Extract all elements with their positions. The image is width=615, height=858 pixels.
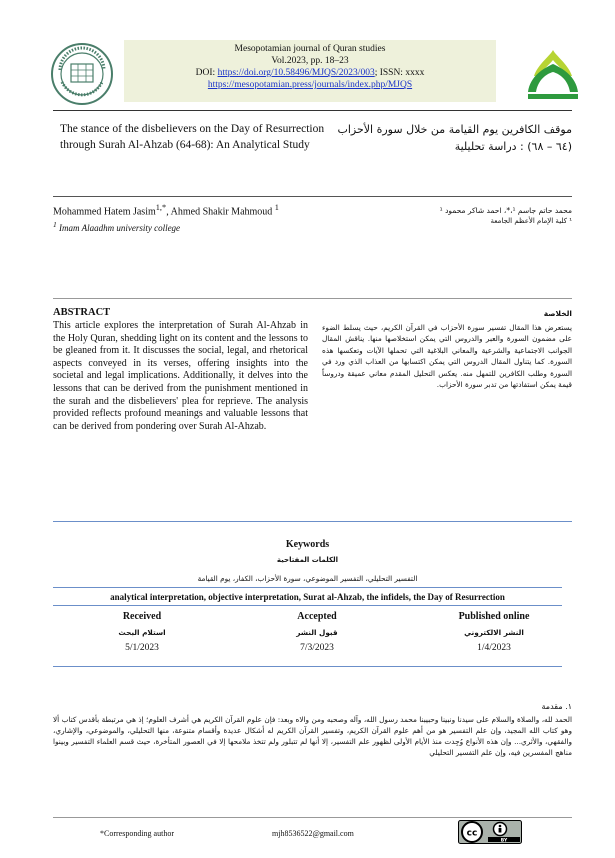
intro-text: الحمد لله، والصلاة والسلام على سيدنا ونبينا وحبيبنا محمد رسول الله، وآله وصحبه ومن والاه وبعد: فإن علوم القرآن الكريم هي أشرف العلوم؛ إذ هي مرتبطة بأقدس كتاب ألا وهو كتاب الله المجيد، وإن علم التفسير هو من أهم علوم القرآن الكريم، وتفسير القرآن الكريم له أشكال عديدة وأقسام متنوعة، منها التحليلي، والموضوعي، والإشاري، والفقهي، والأثري... وإن هذه الأنواع وُجِدت منذ الأيام الأولى لظهور علم التفسير، إلا أنها لم تتبلور ولم تتخذ ملامحها إلا في العصور المتأخرة، حيث قسم العلماء التفسير وبينوا مناهج المفسرين فيه، وإن علم التفسير التحليلي (53, 715, 572, 757)
date-published (409, 611, 579, 653)
license-cc-text: cc (466, 828, 478, 839)
authors-arabic: محمد حاتم جاسم ¹،*، احمد شاكر محمود ¹ (439, 206, 572, 215)
date-label-arabic: قبول النشر (296, 628, 338, 637)
doi-label: DOI: (195, 68, 218, 78)
author-1-sup: 1,* (155, 203, 167, 212)
abstract-arabic-heading: الخلاصة (543, 309, 572, 318)
title-rule (53, 196, 572, 197)
journal-banner (124, 40, 496, 102)
affiliation-text: Imam Alaadhm university college (56, 223, 181, 233)
keywords-rule (53, 587, 562, 588)
abstract-bottom-rule (53, 521, 572, 522)
keywords-arabic: التفسير التحليلي، التفسير الموضوعي، سورة الأحزاب، الكفار، يوم القيامة (197, 574, 418, 583)
abstract-english: This article explores the interpretation of Surah Al-Ahzab in the Holy Quran, shedding light on its content and the lessons to be gleaned from it. It discusses the social, legal, and rhetorical aspects conveyed in its verses, offering insights into the societal and legal implications. Additionally, it delves into the lessons that can be derived from the punishment mentioned in the surah and the disbelievers' plea for reprieve. The analysis provided reflects profound meanings and valuable lessons that can be derived from pondering over Surah Al-Ahzab. (53, 320, 308, 432)
keywords-arabic-heading: الكلمات المفتاحية (276, 556, 339, 564)
date-label: Accepted (297, 611, 337, 622)
affiliation-sup: 1 (53, 220, 57, 229)
journal-url-line (124, 79, 496, 91)
dates-top-rule (53, 605, 562, 606)
date-value: 7/3/2023 (300, 643, 334, 653)
journal-name: Mesopotamian journal of Quran studies (234, 44, 386, 54)
author-2-name: , Ahmed Shakir Mahmoud (166, 206, 275, 218)
journal-logo (524, 48, 582, 104)
issn-text: ; ISSN: xxxx (374, 68, 425, 78)
date-accepted (232, 611, 402, 653)
date-label-arabic: النشر الالكتروني (464, 628, 524, 637)
date-label: Received (122, 611, 162, 622)
date-value: 1/4/2023 (477, 643, 511, 653)
date-label-arabic: استلام البحث (118, 628, 166, 637)
keywords-english: analytical interpretation, objective interpretation, Surat al-Ahzab, the infidels, the Day of Resurrection (110, 592, 505, 602)
cc-by-license-badge[interactable] (458, 820, 522, 844)
doi-link[interactable]: https://doi.org/10.58496/MJQS/2023/003 (217, 68, 375, 78)
title-english: The stance of the disbelievers on the Day of Resurrection through Surah Al-Ahzab (64-68): An Analytical Study (60, 123, 325, 151)
journal-volume: Vol.2023, pp. 18–23 (271, 56, 349, 66)
corresponding-author: *Corresponding author (100, 829, 174, 838)
dates-bottom-rule (53, 666, 562, 667)
journal-url-link[interactable]: https://mesopotamian.press/journals/index.php/MJQS (207, 80, 413, 90)
abstract-heading: ABSTRACT (53, 307, 111, 318)
date-label: Published online (458, 611, 530, 622)
date-received (57, 611, 227, 653)
abstract-arabic: يستعرض هذا المقال تفسير سورة الأحزاب في القرآن الكريم، حيث يسلط الضوء على مضمون السورة والعبر والدروس التي يمكن استخلاصها منها. يناقش المقال الجوانب الاجتماعية والشرعية والمعاني البلاغية التي تحملها الآيات وتعكسها هذه السورة. كما يتناول المقال الدروس التي يمكن اكتسابها من العذاب الذي ورد في السورة وطلب الكافرين للتمهل منه. يعكس التحليل المقدم معاني عميقة ودروساً قيمة يمكن استفادتها من تدبر سورة الأحزاب. (322, 323, 572, 390)
abstract-top-rule (53, 298, 572, 299)
footer-rule (53, 817, 572, 818)
author-1-name: Mohammed Hatem Jasim (53, 206, 156, 218)
author-email[interactable]: mjh8536522@gmail.com (272, 829, 354, 838)
date-value: 5/1/2023 (125, 643, 159, 653)
license-by-text: BY (500, 838, 508, 844)
title-arabic: موقف الكافرين يوم القيامة من خلال سورة الأحزاب (٦٤ – ٦٨) : دراسة تحليلية (337, 123, 572, 153)
header-rule (53, 110, 572, 111)
seal-icon (50, 42, 114, 106)
publisher-seal (50, 42, 114, 106)
authors-english (53, 202, 353, 218)
cc-by-icon (458, 820, 522, 844)
intro-heading: ١. مقدمة (541, 702, 572, 711)
doi-line (124, 67, 496, 79)
affiliation-arabic: ¹ كلية الإمام الأعظم الجامعة (490, 217, 572, 225)
author-2-sup: 1 (274, 203, 279, 212)
affiliation-english (53, 220, 353, 233)
keywords-heading: Keywords (285, 539, 330, 550)
dome-logo-icon (524, 48, 582, 104)
